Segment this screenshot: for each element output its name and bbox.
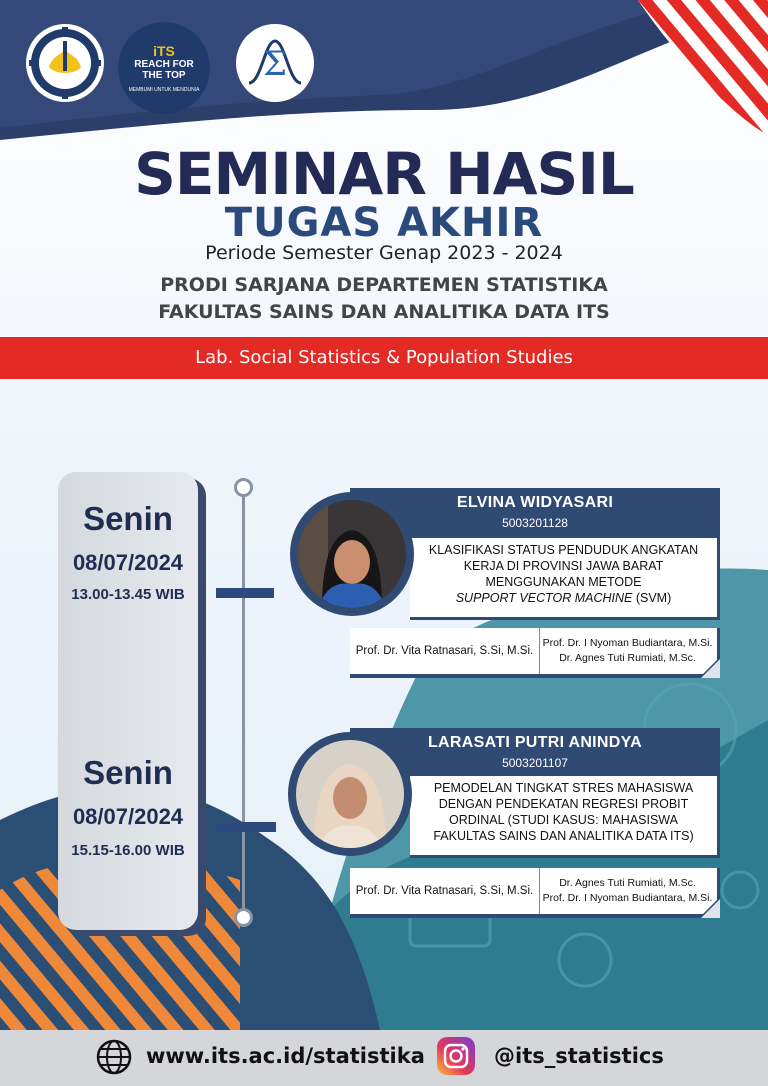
timeline-line [242, 495, 245, 915]
presenter-2-nrp: 5003201107 [502, 756, 568, 770]
presenter-1-photo [298, 500, 406, 608]
reach-text: REACH FOR THE TOP [134, 59, 194, 81]
thesis-tail: (SVM) [632, 591, 672, 605]
period-text: Periode Semester Genap 2023 - 2024 [205, 242, 563, 264]
instagram-handle[interactable]: @its_statistics [494, 1044, 664, 1068]
its-logo-text: iTS [153, 43, 175, 59]
session-1-day: Senin [83, 500, 173, 537]
globe-icon [95, 1038, 133, 1076]
examiner: Dr. Agnes Tuti Rumiati, M.Sc. [559, 652, 696, 664]
prodi-line-1: PRODI SARJANA DEPARTEMEN STATISTIKA [160, 274, 608, 296]
instagram-icon [436, 1036, 476, 1076]
session-1-date: 08/07/2024 [72, 550, 184, 575]
presenter-2-advisors [350, 868, 720, 918]
timeline-dot-bottom [234, 908, 253, 927]
examiner: Prof. Dr. I Nyoman Budiantara, M.Si. [542, 637, 713, 649]
seminar-title: SEMINAR HASIL [134, 140, 634, 208]
timeline-marker-1 [216, 588, 274, 598]
svg-text:Σ: Σ [262, 44, 288, 84]
supervisor: Prof. Dr. Vita Ratnasari, S.Si, M.Si. [350, 868, 540, 914]
examiner: Prof. Dr. I Nyoman Budiantara, M.Si. [542, 892, 713, 904]
motto-text: MEMBUMI UNTUK MENDUNIA [128, 87, 200, 93]
session-2-date: 08/07/2024 [72, 804, 184, 829]
thesis-italic: SUPPORT VECTOR MACHINE [455, 591, 633, 605]
supervisor: Prof. Dr. Vita Ratnasari, S.Si, M.Si. [350, 628, 540, 674]
thesis-line: FAKULTAS SAINS DAN ANALITIKA DATA ITS) [433, 829, 694, 843]
page-fold-icon [700, 898, 720, 918]
thesis-line: ORDINAL (STUDI KASUS: MAHASISWA [449, 813, 678, 827]
examiners [540, 628, 715, 674]
thesis-line [410, 590, 717, 606]
thesis-line: MENGGUNAKAN METODE [485, 575, 642, 589]
presenter-2-thesis-title [410, 776, 720, 858]
presenter-1-name: ELVINA WIDYASARI [456, 494, 614, 511]
thesis-line: KLASIFIKASI STATUS PENDUDUK ANGKATAN [428, 543, 699, 557]
timeline-dot-top [234, 478, 253, 497]
thesis-line: DENGAN PENDEKATAN REGRESI PROBIT [438, 797, 689, 811]
presenter-1-thesis-title [410, 538, 720, 620]
examiner: Dr. Agnes Tuti Rumiati, M.Sc. [559, 877, 696, 889]
session-2-day: Senin [83, 754, 173, 791]
presenter-1-nrp: 5003201128 [502, 516, 568, 530]
presenter-2-photo [296, 740, 404, 848]
website-link[interactable]: www.its.ac.id/statistika [146, 1044, 425, 1068]
session-2-time: 15.15-16.00 WIB [71, 842, 185, 859]
thesis-title: TUGAS AKHIR [224, 200, 544, 246]
presenter-1-advisors [350, 628, 720, 678]
examiners [540, 868, 715, 914]
lab-banner: Lab. Social Statistics & Population Studies [0, 337, 768, 379]
timeline-marker-2 [218, 822, 276, 832]
its-emblem-logo [26, 24, 104, 102]
prodi-line-2: FAKULTAS SAINS DAN ANALITIKA DATA ITS [158, 301, 610, 323]
session-1-time: 13.00-13.45 WIB [71, 586, 185, 603]
date-card [58, 472, 198, 930]
statistika-sigma-logo [236, 24, 314, 102]
its-reach-for-the-top-logo [118, 22, 210, 114]
presenter-2-name: LARASATI PUTRI ANINDYA [427, 734, 642, 751]
page-fold-icon [700, 658, 720, 678]
thesis-line: KERJA DI PROVINSI JAWA BARAT [463, 559, 664, 573]
top-right-stripes [638, 0, 768, 135]
thesis-line: PEMODELAN TINGKAT STRES MAHASISWA [433, 781, 694, 795]
